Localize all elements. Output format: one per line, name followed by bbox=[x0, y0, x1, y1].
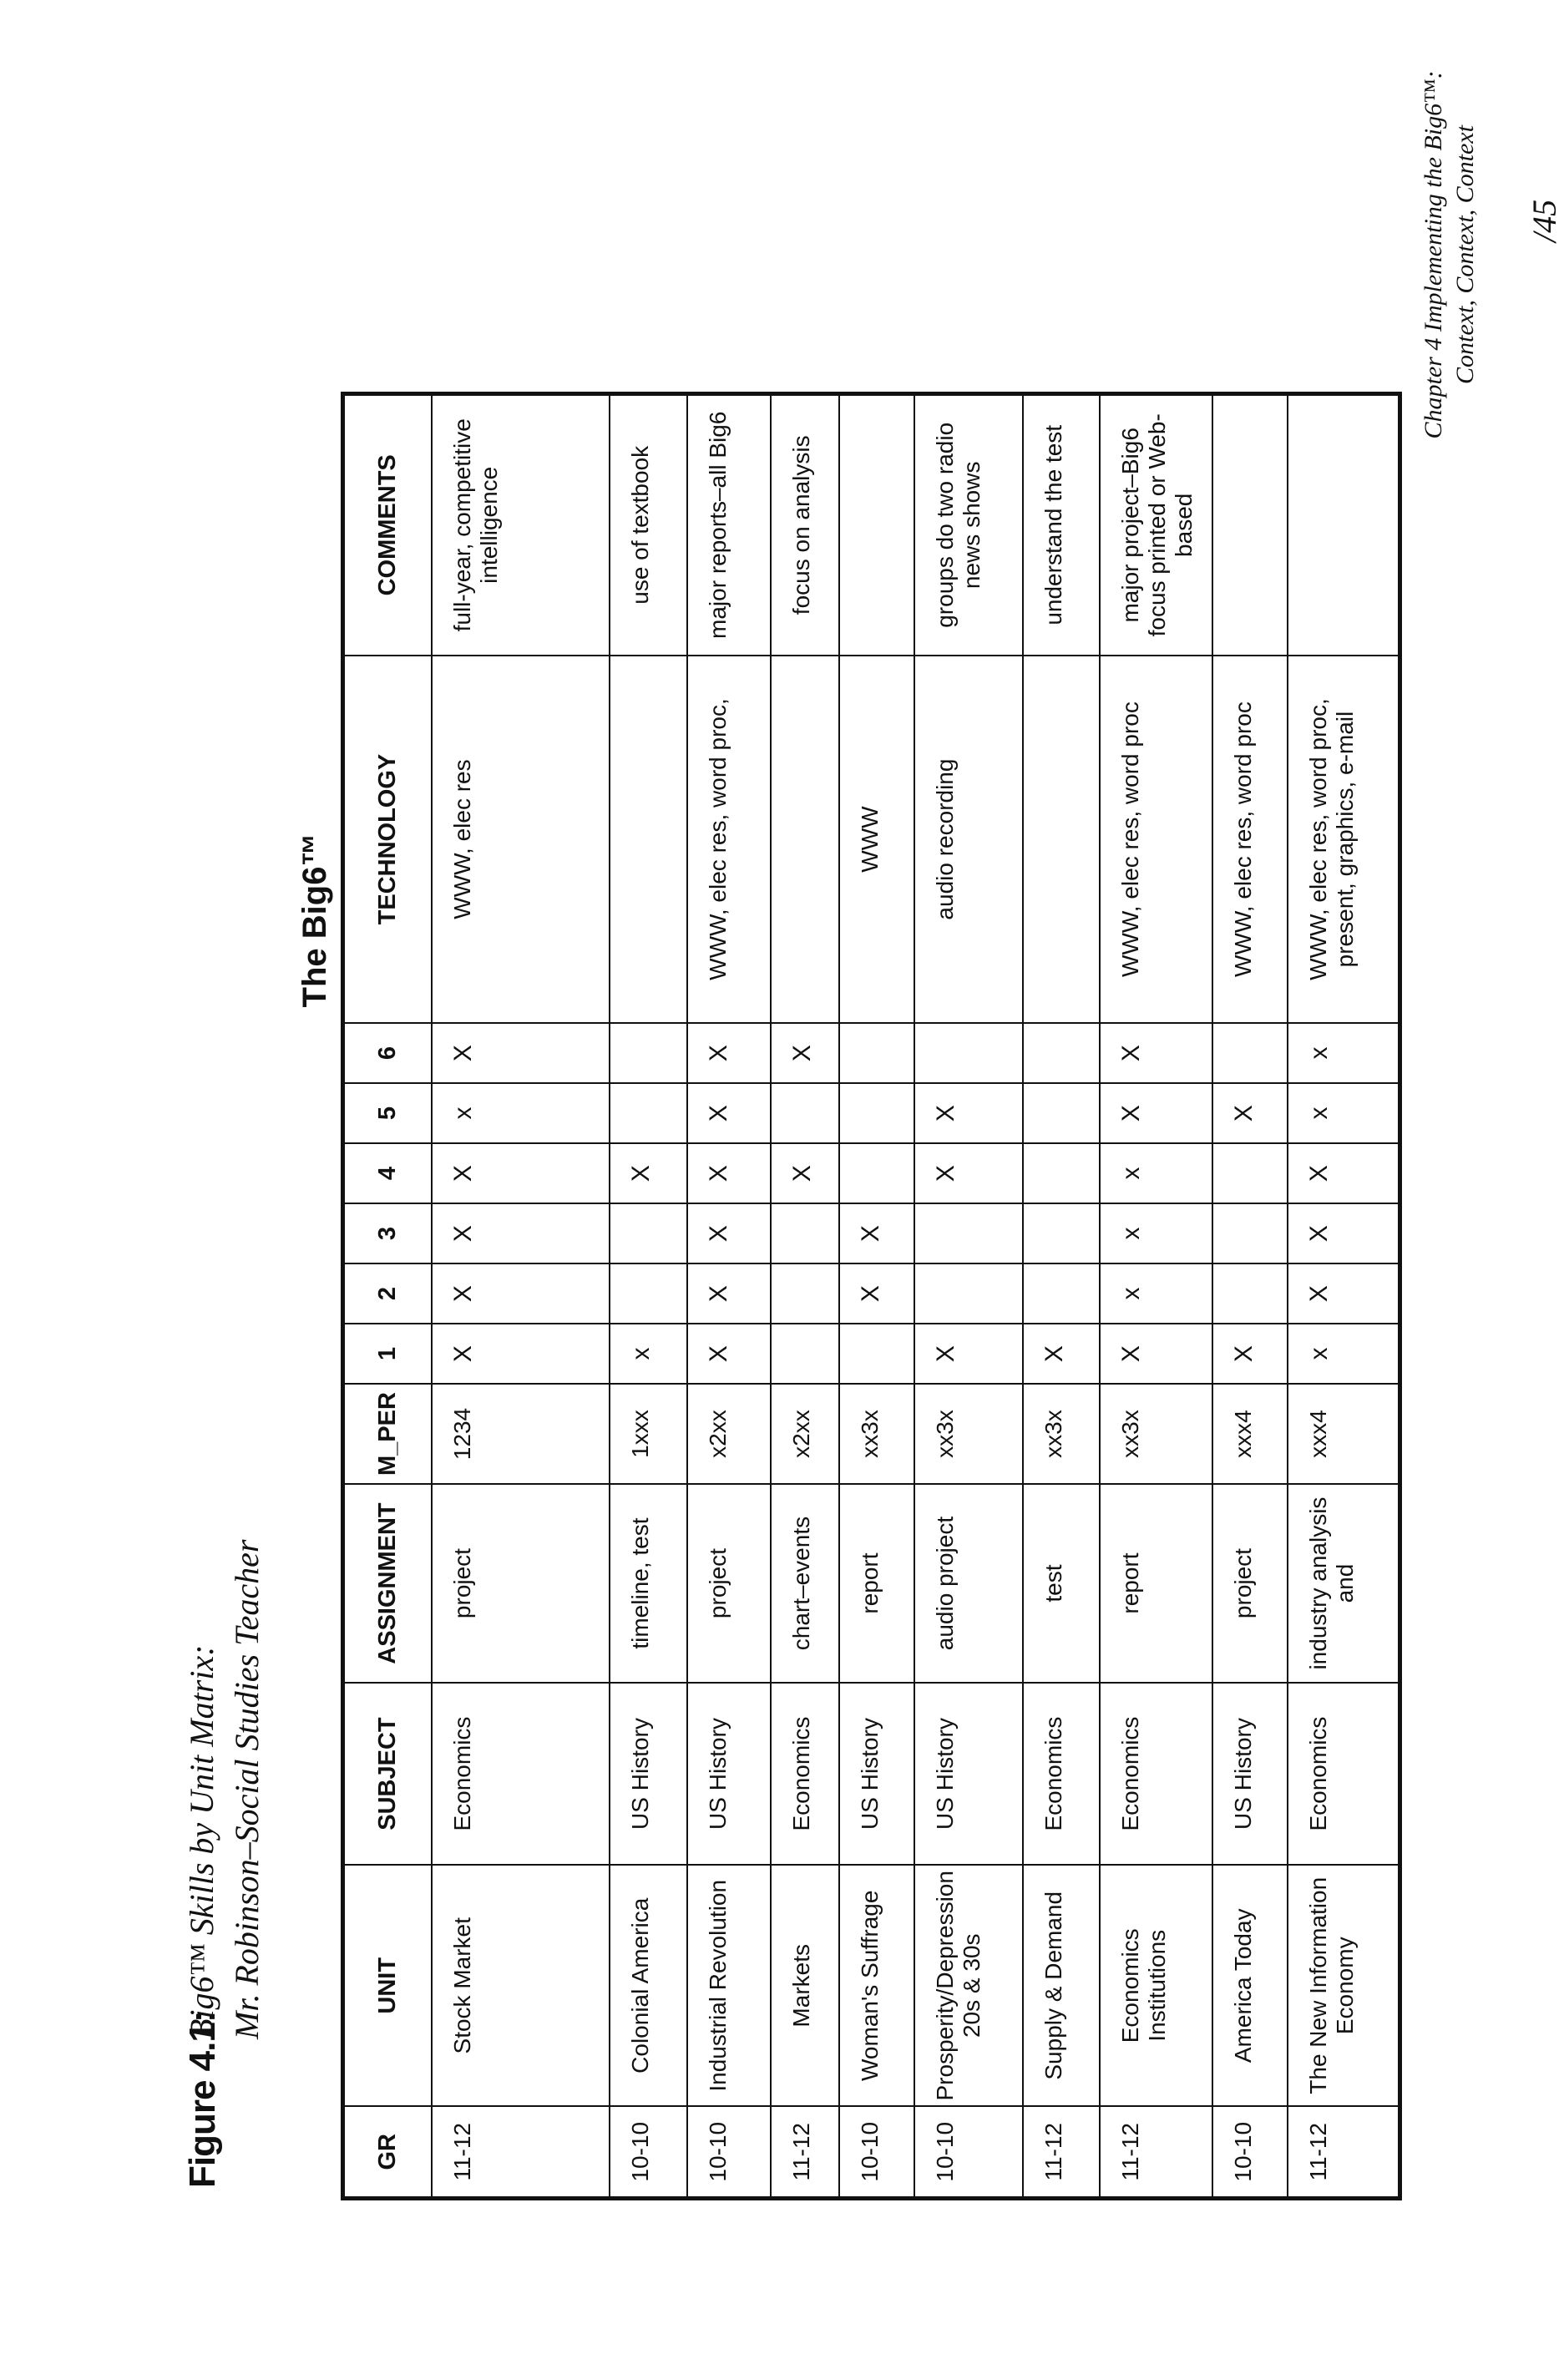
table-body bbox=[432, 393, 1400, 2198]
big6-6-cell bbox=[610, 1023, 687, 1083]
big6-3-cell: X bbox=[1288, 1203, 1400, 1263]
skills-matrix-table bbox=[341, 392, 1402, 2200]
big6-4-cell bbox=[839, 1143, 914, 1203]
mper-cell: xx3x bbox=[1100, 1384, 1212, 1484]
table-row bbox=[1212, 393, 1288, 2198]
big6-6-cell bbox=[1023, 1023, 1100, 1083]
technology-cell bbox=[1023, 656, 1100, 1023]
big6-2-cell bbox=[771, 1263, 839, 1324]
big6-2-cell: X bbox=[432, 1263, 610, 1324]
gr-cell: 11-12 bbox=[1023, 2107, 1100, 2199]
big6-3-cell bbox=[1212, 1203, 1288, 1263]
technology-cell: WWW, elec res, word proc, present, graphics, e-mail bbox=[1288, 656, 1400, 1023]
subject-cell: US History bbox=[610, 1683, 687, 1865]
table-row bbox=[914, 393, 1023, 2198]
subject-cell: Economics bbox=[771, 1683, 839, 1865]
assignment-cell: timeline, test bbox=[610, 1484, 687, 1683]
subject-cell: US History bbox=[839, 1683, 914, 1865]
big6-3-cell: X bbox=[687, 1203, 771, 1263]
table-row bbox=[1288, 393, 1400, 2198]
col-header-gr: GR bbox=[343, 2107, 432, 2199]
big6-5-cell: X bbox=[687, 1083, 771, 1143]
mper-cell: x2xx bbox=[771, 1384, 839, 1484]
gr-cell: 11-12 bbox=[432, 2107, 610, 2199]
assignment-cell: test bbox=[1023, 1484, 1100, 1683]
comments-cell bbox=[1288, 393, 1400, 656]
comments-cell: focus on analysis bbox=[771, 393, 839, 656]
big6-6-cell: X bbox=[687, 1023, 771, 1083]
big6-5-cell: x bbox=[432, 1083, 610, 1143]
table-row bbox=[432, 393, 610, 2198]
big6-3-cell bbox=[610, 1203, 687, 1263]
big6-3-cell bbox=[771, 1203, 839, 1263]
big6-3-cell bbox=[914, 1203, 1023, 1263]
big6-4-cell: X bbox=[610, 1143, 687, 1203]
header-row bbox=[343, 393, 432, 2198]
comments-cell: use of textbook bbox=[610, 393, 687, 656]
big6-3-cell: x bbox=[1100, 1203, 1212, 1263]
unit-cell: The New Information Economy bbox=[1288, 1865, 1400, 2106]
assignment-cell: report bbox=[1100, 1484, 1212, 1683]
big6-2-cell: X bbox=[1288, 1263, 1400, 1324]
technology-cell bbox=[610, 656, 687, 1023]
mper-cell: xxx4 bbox=[1288, 1384, 1400, 1484]
table-row bbox=[839, 393, 914, 2198]
big6-5-cell bbox=[839, 1083, 914, 1143]
subject-cell: Economics bbox=[1023, 1683, 1100, 1865]
mper-cell: 1xxx bbox=[610, 1384, 687, 1484]
gr-cell: 10-10 bbox=[610, 2107, 687, 2199]
big6-5-cell: X bbox=[1212, 1083, 1288, 1143]
big6-2-cell: x bbox=[1100, 1263, 1212, 1324]
technology-cell: WWW, elec res, word proc bbox=[1100, 656, 1212, 1023]
big6-5-cell bbox=[771, 1083, 839, 1143]
col-header-assignment: ASSIGNMENT bbox=[343, 1484, 432, 1683]
big6-5-cell bbox=[1023, 1083, 1100, 1143]
gr-cell: 11-12 bbox=[1100, 2107, 1212, 2199]
big6-4-cell: X bbox=[771, 1143, 839, 1203]
unit-cell: Stock Market bbox=[432, 1865, 610, 2106]
big6-1-cell: X bbox=[1100, 1324, 1212, 1384]
col-header-big6-3: 3 bbox=[343, 1203, 432, 1263]
technology-cell: WWW, elec res, word proc bbox=[1212, 656, 1288, 1023]
big6-4-cell: X bbox=[914, 1143, 1023, 1203]
big6-5-cell: x bbox=[1288, 1083, 1400, 1143]
technology-cell bbox=[771, 656, 839, 1023]
big6-1-cell: x bbox=[610, 1324, 687, 1384]
big6-1-cell: x bbox=[1288, 1324, 1400, 1384]
technology-cell: WWW, elec res, word proc, bbox=[687, 656, 771, 1023]
comments-cell bbox=[1212, 393, 1288, 656]
subject-cell: Economics bbox=[1100, 1683, 1212, 1865]
assignment-cell: project bbox=[1212, 1484, 1288, 1683]
col-header-subject: SUBJECT bbox=[343, 1683, 432, 1865]
comments-cell: major reports–all Big6 bbox=[687, 393, 771, 656]
figure-caption bbox=[182, 1540, 266, 2189]
figure-subtitle: Mr. Robinson–Social Studies Teacher bbox=[228, 1539, 266, 2039]
col-header-big6-1: 1 bbox=[343, 1324, 432, 1384]
big6-3-cell bbox=[1023, 1203, 1100, 1263]
figure-label: Figure 4.1: bbox=[182, 2011, 223, 2188]
gr-cell: 10-10 bbox=[839, 2107, 914, 2199]
col-header-big6-6: 6 bbox=[343, 1023, 432, 1083]
big6-2-cell: X bbox=[839, 1263, 914, 1324]
big6-1-cell bbox=[771, 1324, 839, 1384]
assignment-cell: project bbox=[432, 1484, 610, 1683]
technology-cell: WWW, elec res bbox=[432, 656, 610, 1023]
big6-2-cell bbox=[610, 1263, 687, 1324]
big6-1-cell: X bbox=[687, 1324, 771, 1384]
big6-1-cell: X bbox=[432, 1324, 610, 1384]
big6-6-cell bbox=[1212, 1023, 1288, 1083]
table-row bbox=[610, 393, 687, 2198]
big6-2-cell bbox=[1023, 1263, 1100, 1324]
big6-4-cell bbox=[1212, 1143, 1288, 1203]
big6-6-cell bbox=[839, 1023, 914, 1083]
assignment-cell: industry analysis and bbox=[1288, 1484, 1400, 1683]
unit-cell: Colonial America bbox=[610, 1865, 687, 2106]
big6-6-cell bbox=[914, 1023, 1023, 1083]
unit-cell: Economics Institutions bbox=[1100, 1865, 1212, 2106]
col-header-unit: UNIT bbox=[343, 1865, 432, 2106]
big6-5-cell bbox=[610, 1083, 687, 1143]
big6-4-cell: X bbox=[687, 1143, 771, 1203]
mper-cell: xxx4 bbox=[1212, 1384, 1288, 1484]
assignment-cell: audio project bbox=[914, 1484, 1023, 1683]
gr-cell: 11-12 bbox=[1288, 2107, 1400, 2199]
comments-cell: major project–Big6 focus printed or Web-based bbox=[1100, 393, 1212, 656]
mper-cell: xx3x bbox=[1023, 1384, 1100, 1484]
big6-1-cell bbox=[839, 1324, 914, 1384]
comments-cell bbox=[839, 393, 914, 656]
mper-cell: x2xx bbox=[687, 1384, 771, 1484]
big6-3-cell: X bbox=[839, 1203, 914, 1263]
comments-cell: groups do two radio news shows bbox=[914, 393, 1023, 656]
col-header-big6-5: 5 bbox=[343, 1083, 432, 1143]
figure-title: Big6™ Skills by Unit Matrix: bbox=[183, 1644, 220, 2039]
comments-cell: full-year, competitive intelligence bbox=[432, 393, 610, 656]
big6-2-cell: X bbox=[687, 1263, 771, 1324]
mper-cell: xx3x bbox=[839, 1384, 914, 1484]
big6-4-cell bbox=[1023, 1143, 1100, 1203]
unit-cell: America Today bbox=[1212, 1865, 1288, 2106]
subject-cell: US History bbox=[1212, 1683, 1288, 1865]
subject-cell: US History bbox=[914, 1683, 1023, 1865]
unit-cell: Industrial Revolution bbox=[687, 1865, 771, 2106]
technology-cell: audio recording bbox=[914, 656, 1023, 1023]
gr-cell: 11-12 bbox=[771, 2107, 839, 2199]
big6-1-cell: X bbox=[1023, 1324, 1100, 1384]
col-header-big6-2: 2 bbox=[343, 1263, 432, 1324]
big6-3-cell: X bbox=[432, 1203, 610, 1263]
big6-6-cell: X bbox=[432, 1023, 610, 1083]
col-header-big6-4: 4 bbox=[343, 1143, 432, 1203]
big6-6-cell: x bbox=[1288, 1023, 1400, 1083]
assignment-cell: project bbox=[687, 1484, 771, 1683]
gr-cell: 10-10 bbox=[1212, 2107, 1288, 2199]
gr-cell: 10-10 bbox=[687, 2107, 771, 2199]
big6-4-cell: x bbox=[1100, 1143, 1212, 1203]
col-header-technology: TECHNOLOGY bbox=[343, 656, 432, 1023]
table-row bbox=[1100, 393, 1212, 2198]
assignment-cell: report bbox=[839, 1484, 914, 1683]
unit-cell: Supply & Demand bbox=[1023, 1865, 1100, 2106]
big6-group-header: The Big6™ bbox=[296, 833, 333, 1008]
col-header-comments: COMMENTS bbox=[343, 393, 432, 656]
big6-2-cell bbox=[914, 1263, 1023, 1324]
big6-6-cell: X bbox=[1100, 1023, 1212, 1083]
big6-4-cell: X bbox=[1288, 1143, 1400, 1203]
table-row bbox=[771, 393, 839, 2198]
unit-cell: Markets bbox=[771, 1865, 839, 2106]
gr-cell: 10-10 bbox=[914, 2107, 1023, 2199]
assignment-cell: chart–events bbox=[771, 1484, 839, 1683]
big6-5-cell: X bbox=[1100, 1083, 1212, 1143]
big6-2-cell bbox=[1212, 1263, 1288, 1324]
comments-cell: understand the test bbox=[1023, 393, 1100, 656]
subject-cell: Economics bbox=[432, 1683, 610, 1865]
big6-4-cell: X bbox=[432, 1143, 610, 1203]
unit-cell: Prosperity/Depression 20s & 30s bbox=[914, 1865, 1023, 2106]
mper-cell: 1234 bbox=[432, 1384, 610, 1484]
mper-cell: xx3x bbox=[914, 1384, 1023, 1484]
unit-cell: Woman's Suffrage bbox=[839, 1865, 914, 2106]
table-row bbox=[1023, 393, 1100, 2198]
big6-6-cell: X bbox=[771, 1023, 839, 1083]
matrix-table-wrapper bbox=[341, 392, 1402, 2200]
chapter-running-footer: Chapter 4 Implementing the Big6™: Context, Context, Context bbox=[1420, 70, 1479, 439]
big6-1-cell: X bbox=[1212, 1324, 1288, 1384]
subject-cell: US History bbox=[687, 1683, 771, 1865]
big6-1-cell: X bbox=[914, 1324, 1023, 1384]
subject-cell: Economics bbox=[1288, 1683, 1400, 1865]
technology-cell: WWW bbox=[839, 656, 914, 1023]
big6-5-cell: X bbox=[914, 1083, 1023, 1143]
table-row bbox=[687, 393, 771, 2198]
page-number: /45 bbox=[1526, 199, 1563, 242]
col-header-mper: M_PER bbox=[343, 1384, 432, 1484]
